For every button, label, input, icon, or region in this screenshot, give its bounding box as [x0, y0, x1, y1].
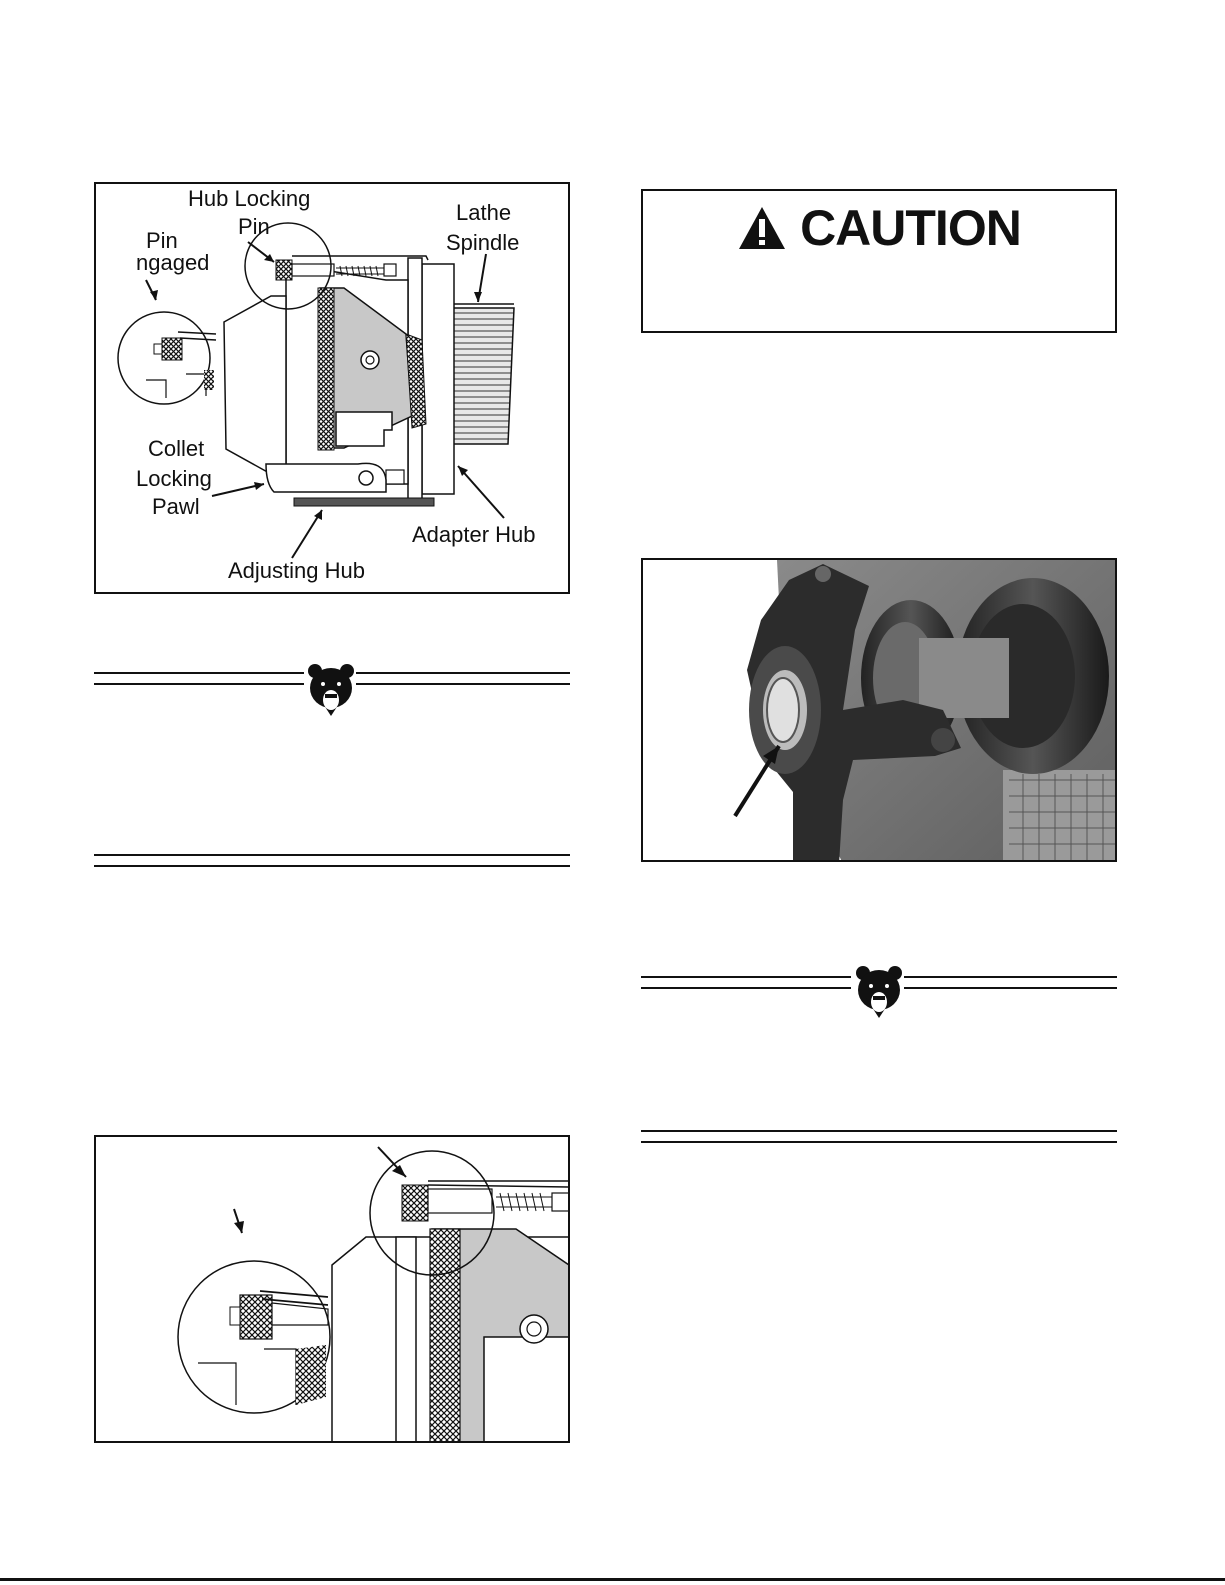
label-adjusting-hub: Adjusting Hub	[228, 558, 365, 583]
divider-top-line-3	[356, 672, 570, 674]
page-bottom-rule	[0, 1578, 1225, 1581]
label-pawl: Pawl	[152, 494, 200, 519]
pin-detail-drawing	[96, 1137, 570, 1443]
divider-right-line-3	[904, 976, 1117, 978]
label-collet: Collet	[148, 436, 205, 461]
label-locking: Locking	[136, 466, 212, 491]
warning-triangle-icon	[737, 205, 787, 251]
divider-right-bottom-2	[641, 1141, 1117, 1143]
label-adapter-hub: Adapter Hub	[412, 522, 536, 547]
divider-right-line-1	[641, 976, 851, 978]
label-pin-engaged-1: Pin	[146, 228, 178, 253]
divider-bottom-line-1	[94, 854, 570, 856]
lathe-photo	[641, 558, 1117, 862]
divider-top-line-1	[94, 672, 304, 674]
divider-bottom-line-2	[94, 865, 570, 867]
label-hub-locking: Hub Locking	[188, 186, 311, 211]
divider-right-line-2	[641, 987, 851, 989]
bear-logo-icon-right	[854, 964, 904, 1020]
divider-right-line-4	[904, 987, 1117, 989]
caution-box	[641, 189, 1117, 333]
label-lathe: Lathe	[456, 200, 512, 225]
lathe-photo-drawing	[643, 560, 1117, 862]
label-spindle: Spindle	[446, 230, 520, 255]
label-hub-locking-pin: Pin	[238, 214, 270, 239]
caution-heading	[643, 195, 1115, 257]
label-pin-engaged-2: ngaged	[136, 250, 210, 275]
divider-top-line-4	[356, 683, 570, 685]
collet-diagram-figure	[94, 182, 570, 594]
pin-detail-figure	[94, 1135, 570, 1443]
caution-title: CAUTION	[800, 199, 1021, 256]
divider-top-line-2	[94, 683, 304, 685]
divider-right-bottom-1	[641, 1130, 1117, 1132]
bear-logo-icon	[306, 662, 356, 718]
